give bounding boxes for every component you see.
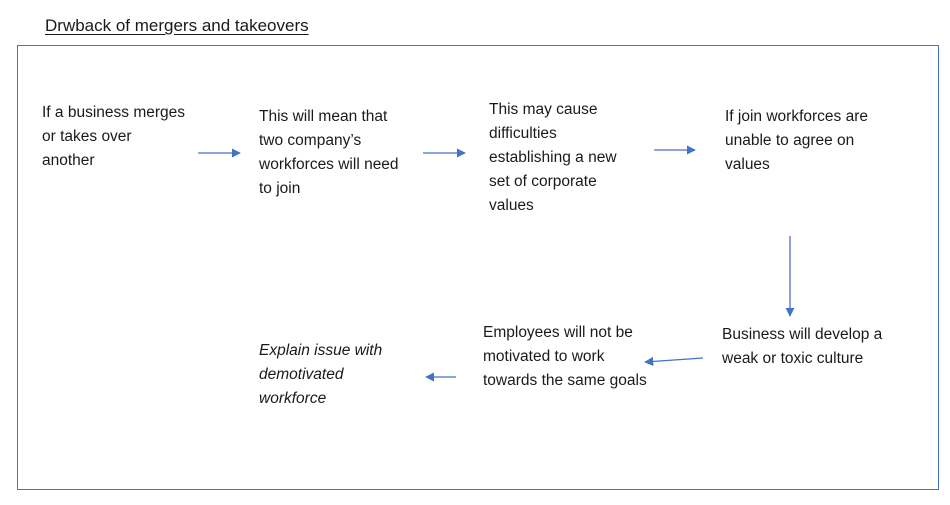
- node-workforces-join: This will mean that two company’s workforces will need to join: [259, 108, 399, 197]
- node-merger: If a business merges or takes over another: [42, 104, 186, 169]
- node-explain-issue: Explain issue with demotivated workforce: [259, 342, 383, 407]
- node-toxic-culture: Business will develop a weak or toxic culture: [722, 326, 883, 367]
- node-unable-to-agree: If join workforces are unable to agree on values: [725, 108, 868, 173]
- node-corporate-values-difficulty: This may cause difficulties establishing a new set of corporate values: [489, 101, 617, 214]
- diagram-title: Drwback of mergers and takeovers: [45, 16, 309, 35]
- node-demotivated-employees: Employees will not be motivated to work towards the same goals: [483, 324, 647, 389]
